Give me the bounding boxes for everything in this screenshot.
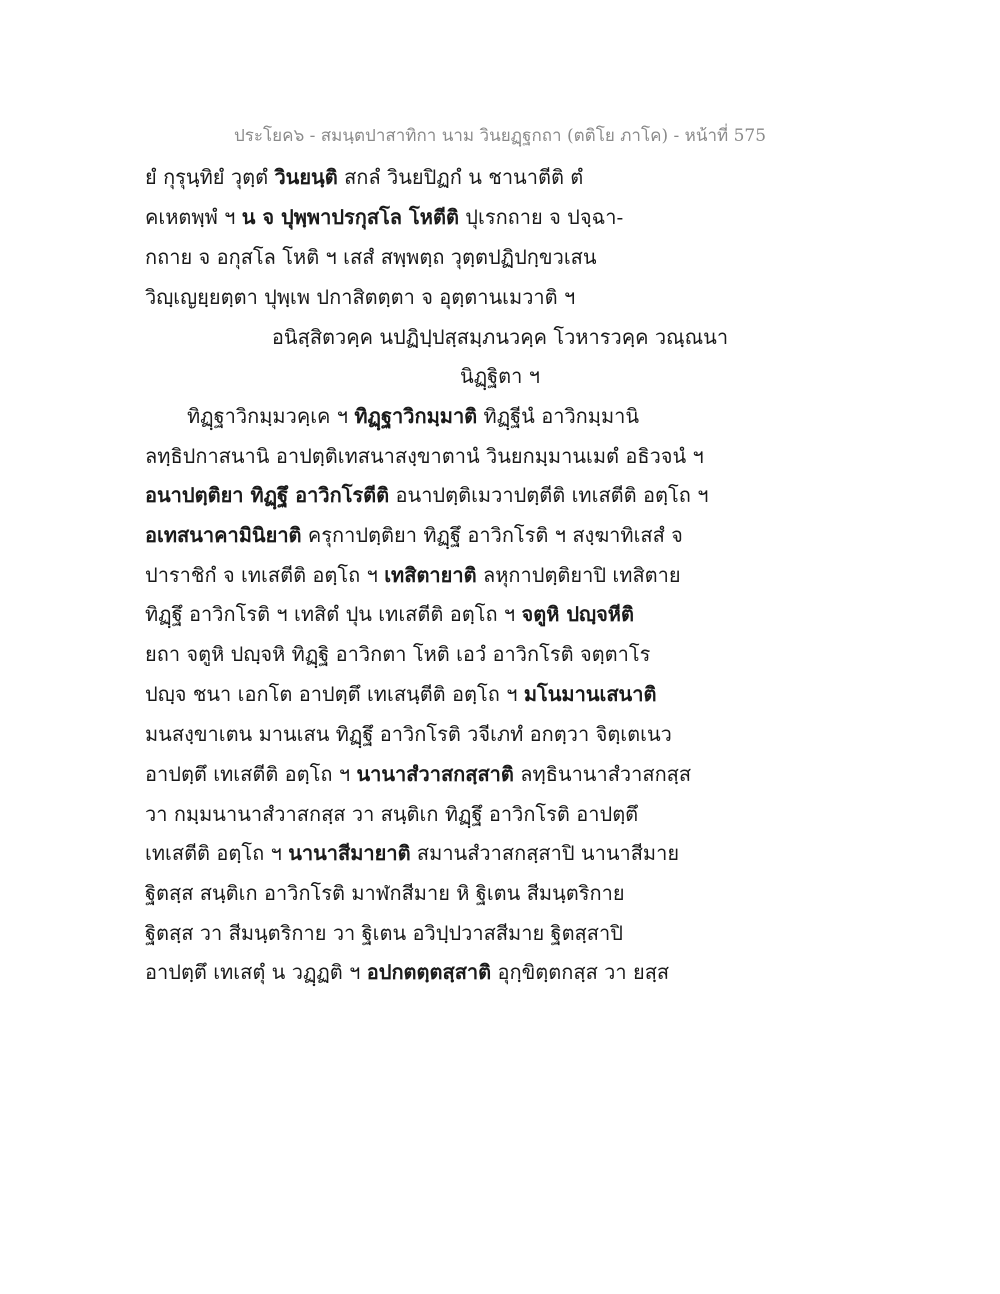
text-line [145, 757, 691, 791]
text-line [145, 518, 683, 552]
text-line [145, 160, 583, 194]
text-line [145, 280, 575, 314]
text-line [145, 876, 625, 910]
bold-term: วินยนฺติ [274, 165, 338, 189]
text-segment: อาปตฺตึ เทเสตุํ น วฏฺฏติ ฯ [145, 960, 367, 984]
text-line [145, 916, 623, 950]
text-line [145, 677, 656, 711]
bold-term: ทิฏฺฐาวิกมฺมาติ [354, 404, 478, 428]
bold-term: อเทสนาคามินิยาติ [145, 523, 302, 547]
text-segment: วา กมฺมนานาสํวาสกสฺส วา สนฺติเก ทิฏฺฐึ อาวิกโรติ อาปตฺตึ [145, 802, 639, 826]
bold-term: เทสิตายาติ [384, 563, 477, 587]
text-segment: กถาย จ อกุสโล โหติ ฯ เสสํ สพฺพตฺถ วุตฺตปฏิปกฺขวเสน [145, 245, 597, 269]
text-segment: เทเสตีติ อตฺโถ ฯ [145, 841, 289, 865]
text-segment: ปญฺจ ชนา เอกโต อาปตฺตึ เทเสนฺตีติ อตฺโถ ฯ [145, 682, 524, 706]
text-segment: สกลํ วินยปิฏกํ น ชานาตีติ ตํ [337, 165, 584, 189]
section-title-line [0, 359, 1000, 393]
text-segment: ฐิตสฺส วา สีมนฺตริกาย วา ฐิเตน อวิปฺปวาสสีมาย ฐิตสฺสาปิ [145, 921, 623, 945]
section-title-line [0, 320, 1000, 354]
text-segment: ปาราชิกํ จ เทเสตีติ อตฺโถ ฯ [145, 563, 385, 587]
text-segment: อนิสฺสิตวคฺค นปฏิปฺปสฺสมฺภนวคฺค โวหารวคฺค วณฺณนา [271, 325, 729, 349]
bold-term: นานาสํวาสกสฺสาติ [356, 762, 514, 786]
text-segment: ทิฏฺฐาวิกมฺมวคฺเค ฯ [187, 404, 355, 428]
bold-term: จตูหิ ปญฺจหีติ [521, 602, 634, 626]
text-line [145, 240, 597, 274]
text-line [145, 200, 623, 234]
bold-term: มโนมานเสนาติ [523, 682, 657, 706]
text-line [145, 597, 634, 631]
text-segment: สมานสํวาสกสฺสาปิ นานาสีมาย [410, 841, 680, 865]
bold-term: นานาสีมายาติ [288, 841, 411, 865]
text-segment: ทิฏฺฐีนํ อาวิกมฺมานิ [477, 404, 640, 428]
text-segment: ครุกาปตฺติยา ทิฏฺฐึ อาวิกโรติ ฯ สงฺฆาทิเสสํ จ [301, 523, 683, 547]
text-line [145, 836, 679, 870]
text-line [145, 717, 672, 751]
text-segment: ปุเรกถาย จ ปจฺฉา- [458, 205, 624, 229]
text-segment: นิฏฺฐิตา ฯ [460, 364, 540, 388]
text-segment: ลทฺธิปกาสนานิ อาปตฺติเทสนาสงฺขาตานํ วินยกมฺมานเมตํ อธิวจนํ ฯ [145, 444, 704, 468]
bold-term: น จ ปุพฺพาปรกุสโล โหตีติ [241, 205, 459, 229]
text-segment: ลทฺธินานาสํวาสกสฺส [513, 762, 692, 786]
text-line [145, 955, 669, 989]
text-segment: คเหตพฺพํ ฯ [145, 205, 242, 229]
text-line [145, 478, 708, 512]
text-segment: ลหุกาปตฺติยาปิ เทสิตาย [476, 563, 681, 587]
text-segment: อุกฺขิตฺตกสฺส วา ยสฺส [491, 960, 670, 984]
text-segment: วิญฺเญยฺยตฺตา ปุพฺเพ ปกาสิตตฺตา จ อุตฺตานเมวาติ ฯ [145, 285, 576, 309]
page-header-text: ประโยค๖ - สมนฺตปาสาทิกา นาม วินยฏฺฐกถา (ตติโย ภาโค) - หน้าที่ 575 [233, 126, 767, 146]
text-line [145, 558, 681, 592]
text-line [145, 797, 638, 831]
page-header [0, 122, 1000, 149]
text-segment: ทิฏฺฐึ อาวิกโรติ ฯ เทสิตํ ปุน เทเสตีติ อตฺโถ ฯ [145, 602, 522, 626]
text-segment: มนสงฺขาเตน มานเสน ทิฏฺฐึ อาวิกโรติ วจีเภทํ อกตฺวา จิตฺเตเนว [145, 722, 672, 746]
text-segment: ฐิตสฺส สนฺติเก อาวิกโรติ มาฬกสีมาย หิ ฐิเตน สีมนฺตริกาย [145, 881, 625, 905]
bold-term: อปกตตฺตสฺสาติ [366, 960, 492, 984]
text-line [145, 439, 704, 473]
text-segment: ยํ กุรุนฺทิยํ วุตฺตํ [145, 165, 275, 189]
text-line [145, 637, 650, 671]
text-segment: อนาปตฺติเมวาปตฺตีติ เทเสตีติ อตฺโถ ฯ [389, 483, 709, 507]
bold-term: อนาปตฺติยา ทิฏฺฐึ อาวิกโรตีติ [145, 483, 390, 507]
text-segment: ยถา จตูหิ ปญฺจหิ ทิฏฺฐิ อาวิกตา โหติ เอวํ อาวิกโรติ จตฺตาโร [145, 642, 651, 666]
paragraph-start-line [187, 399, 639, 433]
text-segment: อาปตฺตึ เทเสตีติ อตฺโถ ฯ [145, 762, 357, 786]
